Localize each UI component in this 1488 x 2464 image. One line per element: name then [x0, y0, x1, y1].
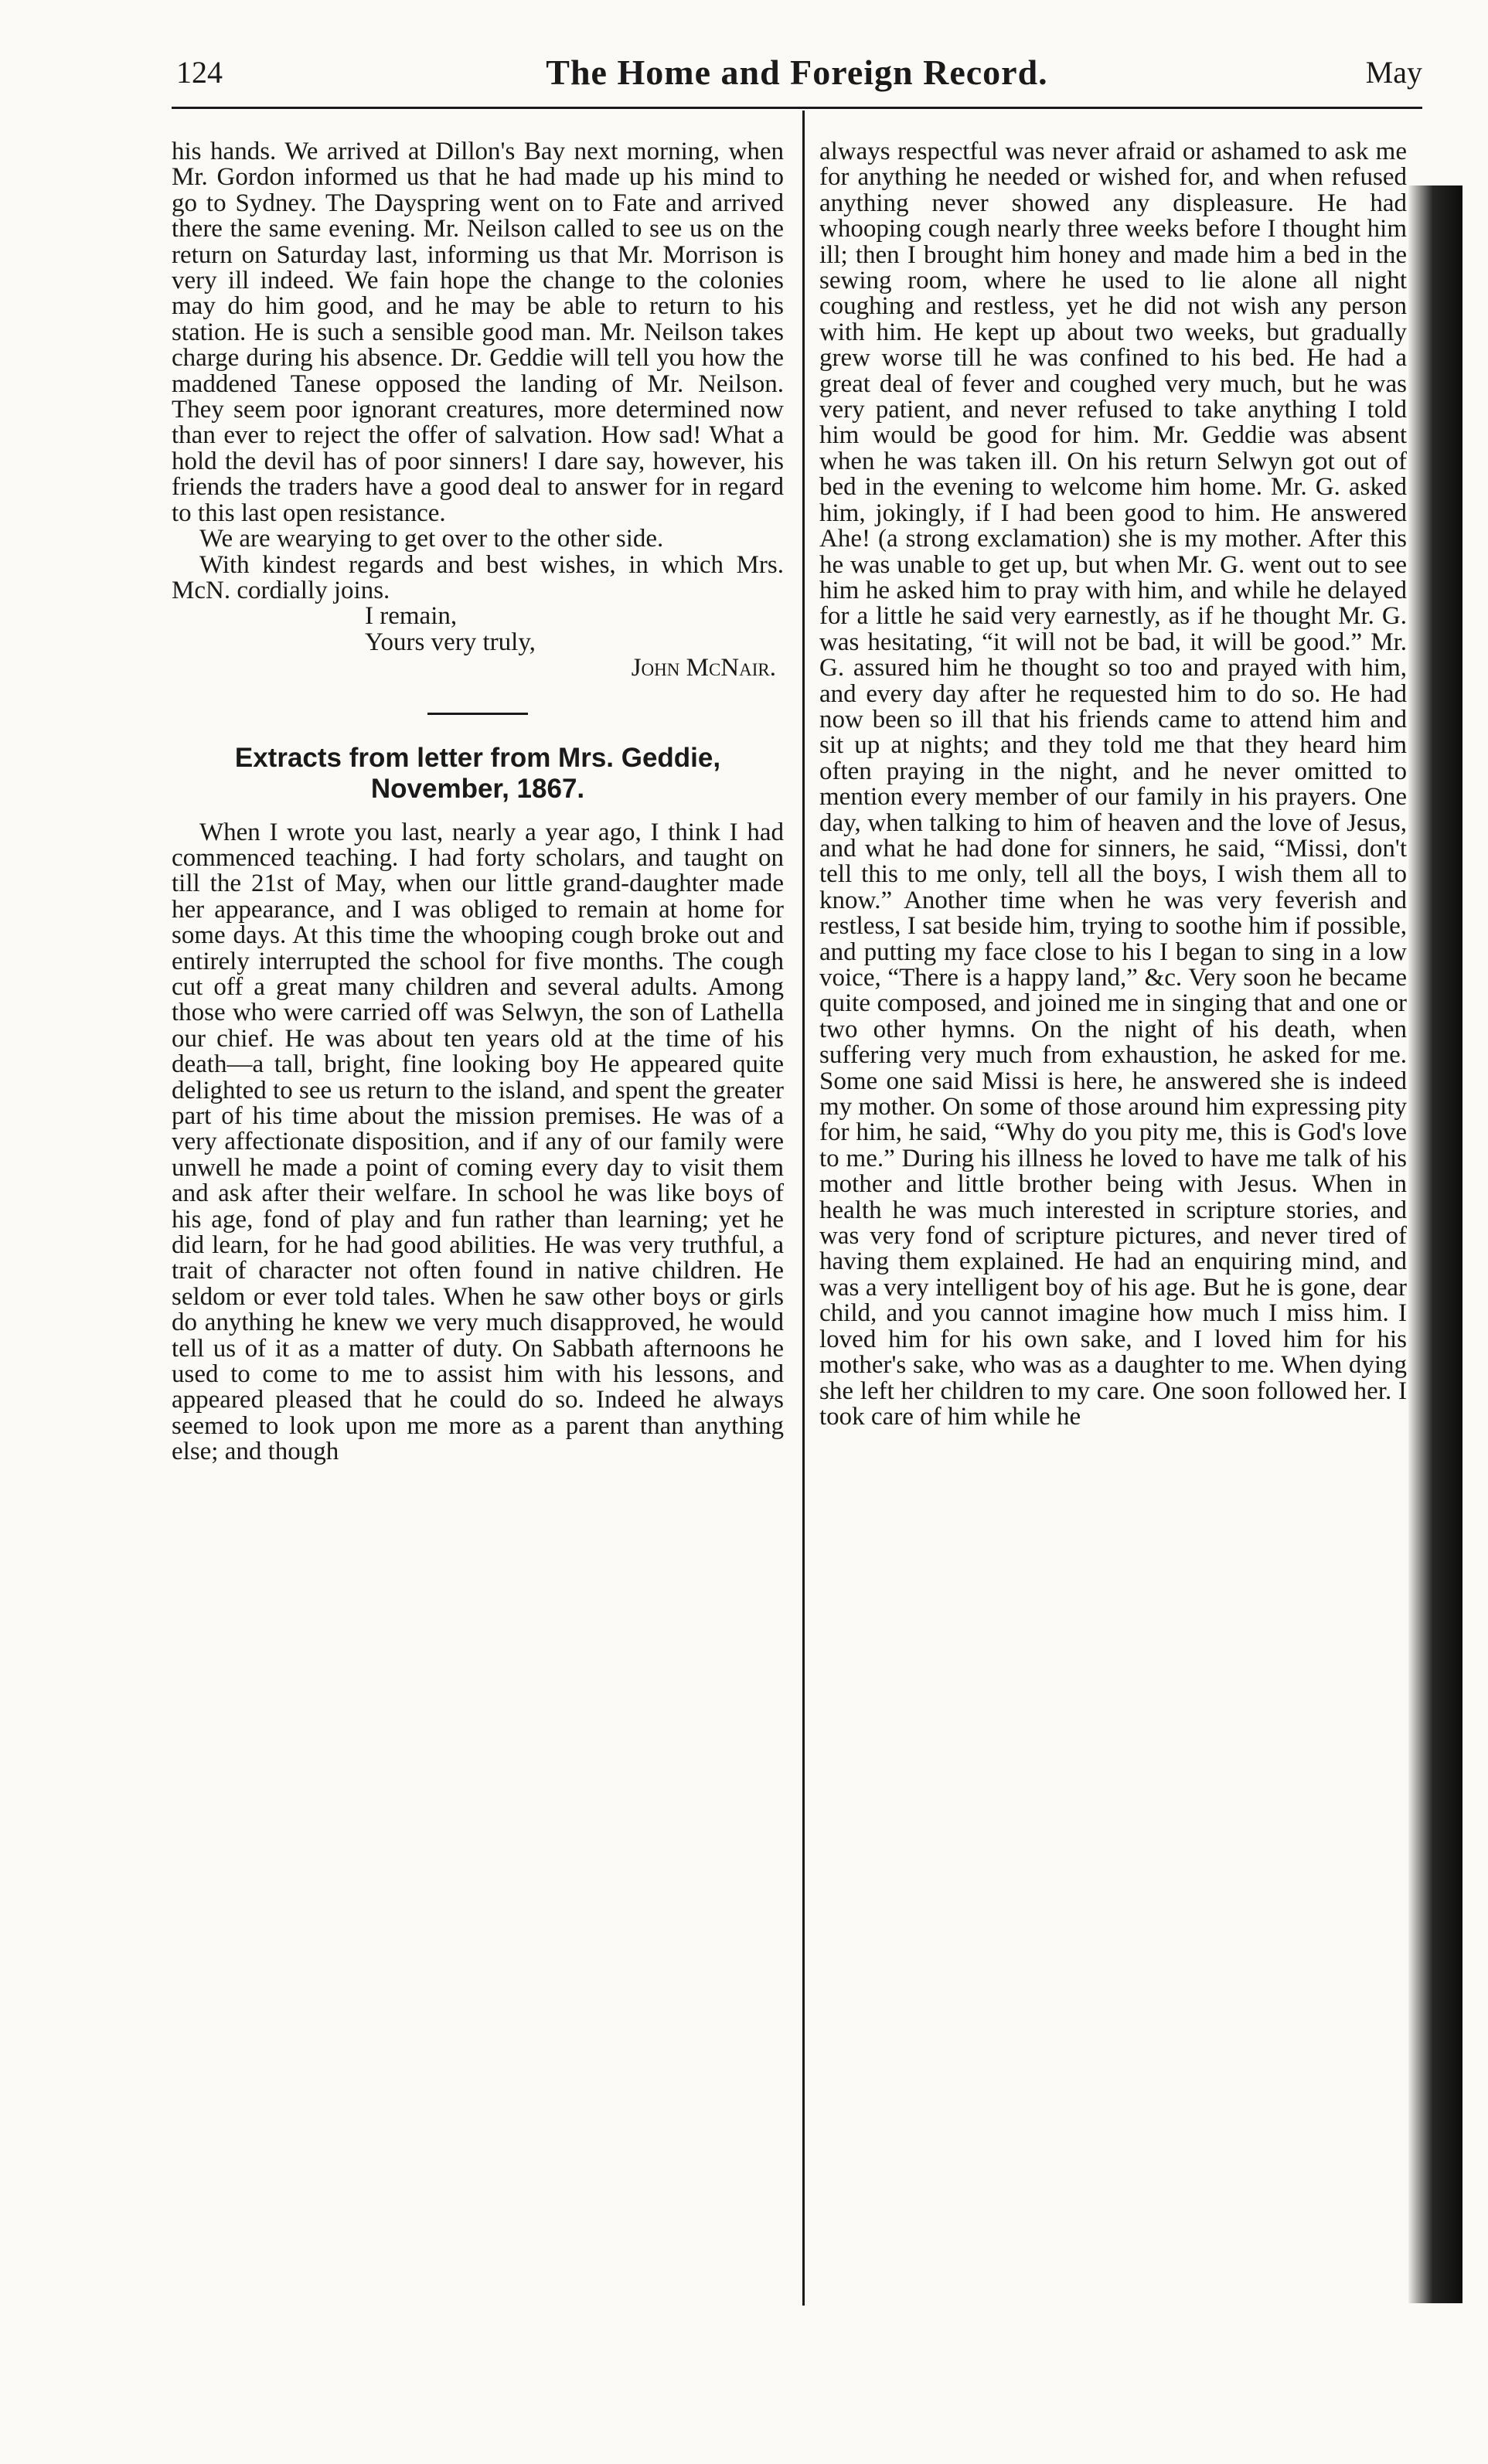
page-header — [172, 46, 1422, 99]
journal-title: The Home and Foreign Record. — [546, 53, 1048, 92]
left-column — [172, 139, 784, 1465]
column-divider — [802, 111, 805, 2306]
letter-continuation: his hands. We arrived at Dillon's Bay next morning, when Mr. Gordon informed us that he had made up his mind to go to Sydney. The Dayspring went on to Fate and arrived there the same evening. Mr. Neilson called to see us on the return on Saturday last, informing us that Mr. Morrison is very ill indeed. We fain hope the change to the colonies may do him good, and he may be able to return to his station. He is such a sensible good man. Mr. Neilson takes charge during his absence. Dr. Geddie will tell you how the maddened Tanese opposed the landing of Mr. Neilson. They seem poor ignorant creatures, more determined now than ever to reject the offer of salvation. How sad! What a hold the devil has of poor sinners! I dare say, however, his friends the traders have a good deal to answer for in regard to this last open resistance. — [172, 138, 784, 527]
closing-yours: Yours very truly, — [365, 628, 536, 656]
paragraph-wearying: We are wearying to get over to the other side. — [199, 525, 664, 553]
header-rule — [172, 107, 1422, 109]
right-column — [819, 139, 1407, 1430]
page-edge-shadow — [1408, 185, 1462, 2303]
page-number: 124 — [176, 55, 223, 90]
closing-remain: I remain, — [365, 602, 458, 631]
signature: John McNair. — [631, 654, 776, 682]
section-heading: Extracts from letter from Mrs. Geddie, November, 1867. — [234, 742, 721, 804]
paragraph-regards: With kindest regards and best wishes, in which Mrs. McN. cordially joins. — [172, 550, 784, 604]
issue-month: May — [1365, 55, 1422, 90]
right-column-text: always respectful was never afraid or ashamed to ask me for anything he needed or wished for, and when refused anything never showed any displeasure. He had whooping cough nearly three weeks before I thought him ill; then I brought him honey and made him a bed in the sewing room, where he used to lie alone all night coughing and restless, yet he did not wish any person with him. He kept up about two weeks, but gradually grew worse till he was confined to his bed. He had a great deal of fever and coughed very much, but he was very patient, and never refused to take anything I told him would be good for him. Mr. Geddie was absent when he was taken ill. On his return Selwyn got out of bed in the evening to welcome him home. Mr. G. asked him, jokingly, if I had been good to him. He answered Ahe! (a strong exclamation) she is my mother. After this he was unable to get up, but when Mr. G. went out to see him he asked him to pray with him, and while he delayed for a little he said very earnestly, as if he thought Mr. G. was hesitating, “it will not be bad, it will be good.” Mr. G. assured him he thought so too and prayed with him, and every day after he requested him to do so. He had now been so ill that his friends came to attend him and sit up at nights; and they told me that they heard him often praying in the night, and he never omitted to mention every member of our family in his prayers. One day, when talking to him of heaven and the love of Jesus, and what he had done for sinners, he said, “Missi, don't tell this to me only, tell all the boys, I wish them all to know.” Another time when he was very feverish and restless, I sat beside him, trying to soothe him if possible, and putting my face close to his I began to sing in a low voice, “There is a happy land,” &c. Very soon he became quite composed, and joined me in singing that and one or two other hymns. On the night of his death, when suffering very much from exhaustion, he asked for me. Some one said Missi is here, he answered she is indeed my mother. On some of those around him expressing pity for him, he said, “Why do you pity me, this is God's love to me.” During his illness he loved to have me talk of his mother and little brother being with Jesus. When in health he was much interested in scripture stories, and was very fond of scripture pictures, and never tired of having them explained. He had an enquiring mind, and was a very intelligent boy of his age. But he is gone, dear child, and you cannot imagine how much I miss him. I loved him for his own sake, and I loved him for his mother's sake, who was as a daughter to me. When dying she left her children to my care. One soon followed her. I took care of him while he — [819, 138, 1407, 1431]
extract-paragraph: When I wrote you last, nearly a year ago, I think I had commenced teaching. I had forty scholars, and taught on till the 21st of May, when our little grand-daughter made her appearance, and I was obliged to remain at home for some days. At this time the whooping cough broke out and entirely interrupted the school for five months. The cough cut off a great many children and several adults. Among those who were carried off was Selwyn, the son of Lathella our chief. He was about ten years old at the time of his death—a tall, bright, fine looking boy He appeared quite delighted to see us return to the island, and spent the greater part of his time about the mission premises. He was of a very affectionate disposition, and if any of our family were unwell he made a point of coming every day to visit them and ask after their welfare. In school he was like boys of his age, fond of play and fun rather than learning; yet he did learn, for he had good abilities. He was very truthful, a trait of character not often found in native children. He seldom or ever told tales. When he saw other boys or girls do anything he knew we very much disapproved, he would tell us of it as a matter of duty. On Sabbath afternoons he used to come to me to assist him with his lessons, and appeared pleased that he could do so. Indeed he always seemed to look upon me more as a parent than anything else; and though — [172, 818, 784, 1466]
section-rule — [427, 713, 528, 715]
